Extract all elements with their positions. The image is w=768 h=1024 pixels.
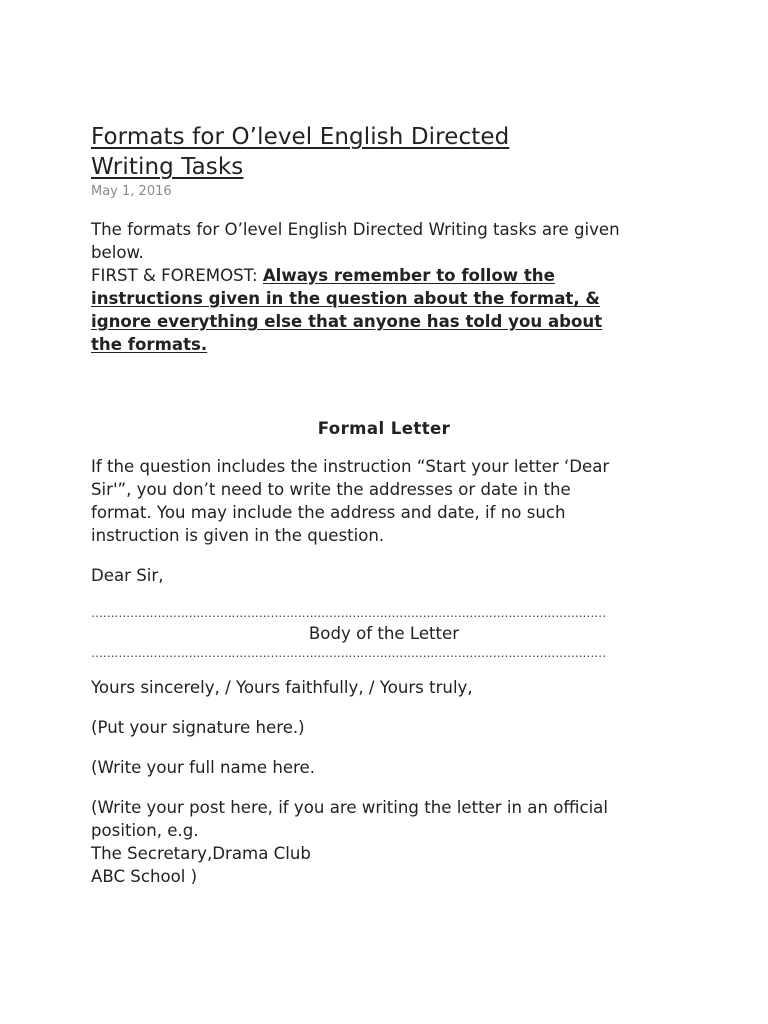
section-heading-formal-letter: Formal Letter (317, 419, 451, 438)
signature-line: (Put your signature here.) (91, 718, 305, 737)
post-line-4: ABC School ) (91, 867, 198, 886)
first-foremost-line-2: instructions given in the question about the format, & (91, 289, 600, 308)
dotted-line-bottom: …………………………………………………………………………………………………………………… (91, 646, 606, 660)
full-name-line: (Write your full name here. (91, 758, 315, 777)
title-line-1: Formats for O’level English Directed (91, 124, 510, 150)
intro-line-2: below. (91, 243, 144, 262)
post-line-3: The Secretary,Drama Club (91, 844, 311, 863)
post-line-1: (Write your post here, if you are writing the letter in an official (91, 798, 608, 817)
letter-body-placeholder: Body of the Letter (308, 624, 460, 643)
dotted-line-top: …………………………………………………………………………………………………………………… (91, 606, 606, 620)
salutation: Dear Sir, (91, 566, 164, 585)
post-date: May 1, 2016 (91, 184, 172, 199)
post-paragraph (91, 796, 681, 888)
intro-line-1: The formats for O’level English Directed Writing tasks are given (91, 220, 620, 239)
first-foremost-label: FIRST & FOREMOST: (91, 266, 263, 285)
instruction-paragraph (91, 455, 681, 547)
first-foremost-line-4: the formats. (91, 335, 208, 354)
title-line-2: Writing Tasks (91, 154, 244, 180)
intro-paragraph (91, 218, 681, 356)
article-title[interactable] (91, 122, 681, 182)
closing-line: Yours sincerely, / Yours faithfully, / Yours truly, (91, 678, 473, 697)
instruction-line-1: If the question includes the instruction “Start your letter ‘Dear (91, 457, 610, 476)
first-foremost-line-3: ignore everything else that anyone has told you about (91, 312, 603, 331)
first-foremost-line-1: Always remember to follow the (262, 266, 555, 285)
post-line-2: position, e.g. (91, 821, 199, 840)
instruction-line-2: Sir'”, you don’t need to write the addresses or date in the (91, 480, 571, 499)
instruction-line-4: instruction is given in the question. (91, 526, 385, 545)
instruction-line-3: format. You may include the address and date, if no such (91, 503, 566, 522)
document-page (91, 122, 681, 888)
